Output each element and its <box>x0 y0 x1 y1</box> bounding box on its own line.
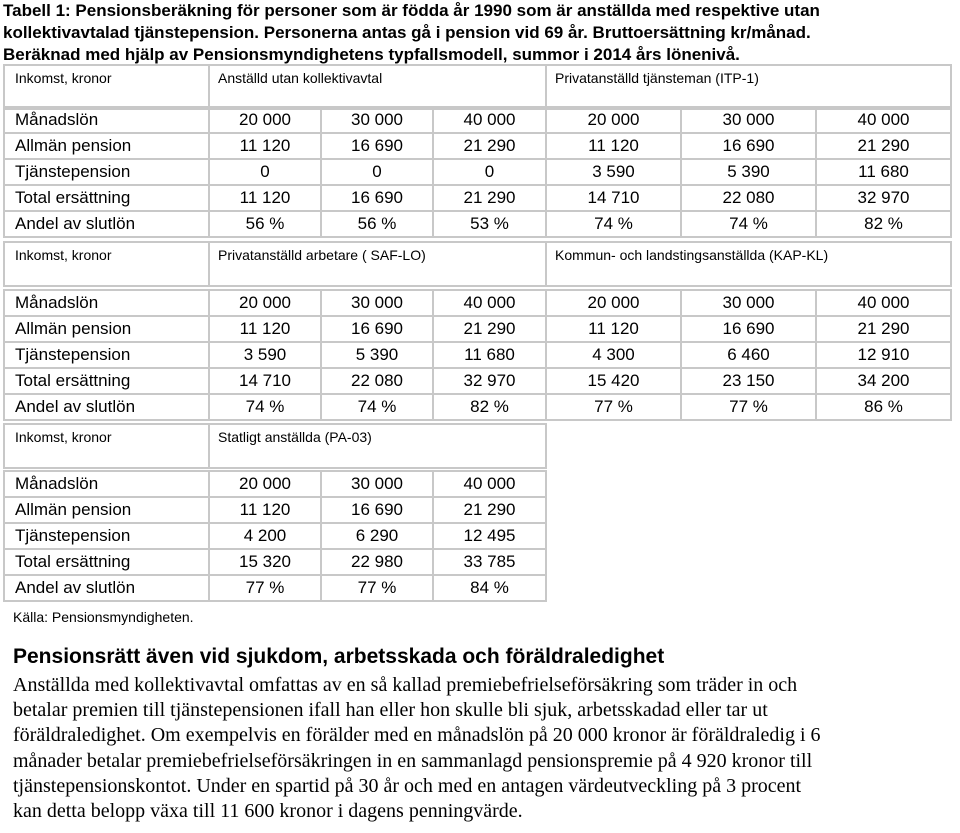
table-cell: 40 000 <box>816 107 951 133</box>
row-label: Månadslön <box>4 107 209 133</box>
table-cell: 32 970 <box>816 185 951 211</box>
paragraph-line: föräldraledighet. Om exempelvis en förälder med en månadslön på 20 000 kronor är föräldraledig i 6 <box>13 724 821 747</box>
table-cell: 11 120 <box>546 316 681 342</box>
row-label: Allmän pension <box>4 316 209 342</box>
paragraph-line: tjänstepensionskontot. Under en spartid på 30 år och med en antagen värdeutveckling på 3 procent <box>13 774 802 797</box>
table-cell: 82 % <box>433 394 546 420</box>
table-cell: 33 785 <box>433 549 546 575</box>
table-cell: 14 710 <box>209 368 321 394</box>
table-cell: 3 590 <box>546 159 681 185</box>
row-label: Total ersättning <box>4 185 209 211</box>
table-row <box>4 133 951 159</box>
table-cell: 74 % <box>209 394 321 420</box>
table-cell: 11 680 <box>816 159 951 185</box>
table-cell: 16 690 <box>321 316 433 342</box>
table-cell: 40 000 <box>433 290 546 316</box>
table-cell: 74 % <box>321 394 433 420</box>
table-cell: 12 495 <box>433 523 546 549</box>
table-cell: 21 290 <box>433 497 546 523</box>
table-row <box>4 342 951 368</box>
table-cell: 20 000 <box>546 107 681 133</box>
table-cell: 22 080 <box>321 368 433 394</box>
table-cell: 15 320 <box>209 549 321 575</box>
row-label: Månadslön <box>4 471 209 497</box>
table-cell: 56 % <box>321 211 433 237</box>
table-cell: 23 150 <box>681 368 816 394</box>
header-label: Inkomst, kronor <box>4 65 209 109</box>
body-paragraph <box>13 673 958 824</box>
row-label: Allmän pension <box>4 497 209 523</box>
row-label: Allmän pension <box>4 133 209 159</box>
table-cell: 5 390 <box>681 159 816 185</box>
table-cell: 16 690 <box>321 185 433 211</box>
paragraph-line: kan detta belopp växa till 11 600 kronor i dagens penningvärde. <box>13 800 523 823</box>
table-cell: 11 120 <box>209 316 321 342</box>
table-cell: 12 910 <box>816 342 951 368</box>
table-cell: 6 460 <box>681 342 816 368</box>
table-cell: 40 000 <box>433 471 546 497</box>
table-cell: 21 290 <box>816 316 951 342</box>
table-row <box>4 471 546 497</box>
table-cell: 30 000 <box>681 290 816 316</box>
table-cell: 77 % <box>681 394 816 420</box>
paragraph-line: månader betalar premiebefrielseförsäkringen in en sammanlagd pensionspremie på 4 920 kronor till <box>13 749 813 772</box>
table-row <box>4 575 546 601</box>
paragraph-line: Anställda med kollektivavtal omfattas av en så kallad premiebefrielseförsäkring som träder in och <box>13 674 798 696</box>
group-header: Anställd utan kollektivavtal <box>209 65 546 109</box>
group-header: Privatanställd arbetare ( SAF-LO) <box>209 242 546 286</box>
table-cell: 30 000 <box>321 290 433 316</box>
table-cell: 5 390 <box>321 342 433 368</box>
table-cell: 0 <box>321 159 433 185</box>
table-cell: 16 690 <box>681 316 816 342</box>
table-cell: 22 980 <box>321 549 433 575</box>
header-label: Inkomst, kronor <box>4 242 209 286</box>
table-cell: 21 290 <box>816 133 951 159</box>
table-cell: 56 % <box>209 211 321 237</box>
table-cell: 16 690 <box>681 133 816 159</box>
table-cell: 82 % <box>816 211 951 237</box>
table-cell: 0 <box>433 159 546 185</box>
table-cell: 21 290 <box>433 316 546 342</box>
table-cell: 30 000 <box>321 107 433 133</box>
table-cell: 34 200 <box>816 368 951 394</box>
caption-line: Tabell 1: Pensionsberäkning för personer som är födda år 1990 som är anställda med respektive utan <box>3 1 820 20</box>
row-label: Total ersättning <box>4 549 209 575</box>
table-row <box>4 394 951 420</box>
group-header: Kommun- och landstingsanställda (KAP-KL) <box>546 242 951 286</box>
group-header: Statligt anställda (PA-03) <box>209 424 546 468</box>
table-cell: 14 710 <box>546 185 681 211</box>
caption-line: kollektivavtalad tjänstepension. Personerna antas gå i pension vid 69 år. Bruttoersättning kr/månad. <box>3 23 811 42</box>
table-row <box>4 159 951 185</box>
table-cell: 22 080 <box>681 185 816 211</box>
table-cell: 40 000 <box>816 290 951 316</box>
table-header-row <box>4 65 951 109</box>
table-cell: 11 680 <box>433 342 546 368</box>
table-cell: 74 % <box>546 211 681 237</box>
row-label: Andel av slutlön <box>4 211 209 237</box>
table-cell: 0 <box>209 159 321 185</box>
table-cell: 84 % <box>433 575 546 601</box>
row-label: Tjänstepension <box>4 159 209 185</box>
table-cell: 4 200 <box>209 523 321 549</box>
table-cell: 86 % <box>816 394 951 420</box>
table-cell: 16 690 <box>321 133 433 159</box>
pension-table-1 <box>3 64 952 110</box>
table-cell: 20 000 <box>209 107 321 133</box>
row-label: Månadslön <box>4 290 209 316</box>
table-row <box>4 549 546 575</box>
table-cell: 77 % <box>321 575 433 601</box>
table-cell: 20 000 <box>209 290 321 316</box>
source-note: Källa: Pensionsmyndigheten. <box>13 609 194 625</box>
row-label: Tjänstepension <box>4 342 209 368</box>
table-row <box>4 290 951 316</box>
table-cell: 11 120 <box>209 497 321 523</box>
table-cell: 77 % <box>209 575 321 601</box>
paragraph-line: betalar premien till tjänstepensionen ifall han eller hon skulle bli sjuk, arbetsskadad eller tar ut <box>13 699 768 722</box>
row-label: Total ersättning <box>4 368 209 394</box>
table-cell: 32 970 <box>433 368 546 394</box>
table-cell: 3 590 <box>209 342 321 368</box>
table-cell: 74 % <box>681 211 816 237</box>
pension-table-3 <box>3 423 547 469</box>
pension-table-2-body <box>3 289 952 421</box>
pension-table-3-body <box>3 470 547 602</box>
table-cell: 16 690 <box>321 497 433 523</box>
table-row <box>4 107 951 133</box>
table-header-row <box>4 424 546 468</box>
group-header: Privatanställd tjänsteman (ITP-1) <box>546 65 951 109</box>
table-cell: 20 000 <box>546 290 681 316</box>
pension-table-2 <box>3 241 952 287</box>
table-cell: 11 120 <box>209 133 321 159</box>
caption-line: Beräknad med hjälp av Pensionsmyndighetens typfallsmodell, summor i 2014 års lönenivå. <box>3 45 740 64</box>
table-row <box>4 211 951 237</box>
table-cell: 11 120 <box>546 133 681 159</box>
table-cell: 20 000 <box>209 471 321 497</box>
table-row <box>4 497 546 523</box>
header-label: Inkomst, kronor <box>4 424 209 468</box>
table-cell: 21 290 <box>433 133 546 159</box>
table-cell: 53 % <box>433 211 546 237</box>
pension-table-1-body <box>3 106 952 238</box>
table-cell: 30 000 <box>681 107 816 133</box>
row-label: Tjänstepension <box>4 523 209 549</box>
table-cell: 21 290 <box>433 185 546 211</box>
table-header-row <box>4 242 951 286</box>
table-cell: 40 000 <box>433 107 546 133</box>
section-heading: Pensionsrätt även vid sjukdom, arbetsskada och föräldraledighet <box>13 645 665 668</box>
table-cell: 15 420 <box>546 368 681 394</box>
table-row <box>4 185 951 211</box>
table-cell: 77 % <box>546 394 681 420</box>
table-cell: 4 300 <box>546 342 681 368</box>
table-row <box>4 523 546 549</box>
table-cell: 6 290 <box>321 523 433 549</box>
row-label: Andel av slutlön <box>4 575 209 601</box>
table-caption <box>3 0 953 66</box>
table-row <box>4 316 951 342</box>
row-label: Andel av slutlön <box>4 394 209 420</box>
table-cell: 30 000 <box>321 471 433 497</box>
table-cell: 11 120 <box>209 185 321 211</box>
table-row <box>4 368 951 394</box>
